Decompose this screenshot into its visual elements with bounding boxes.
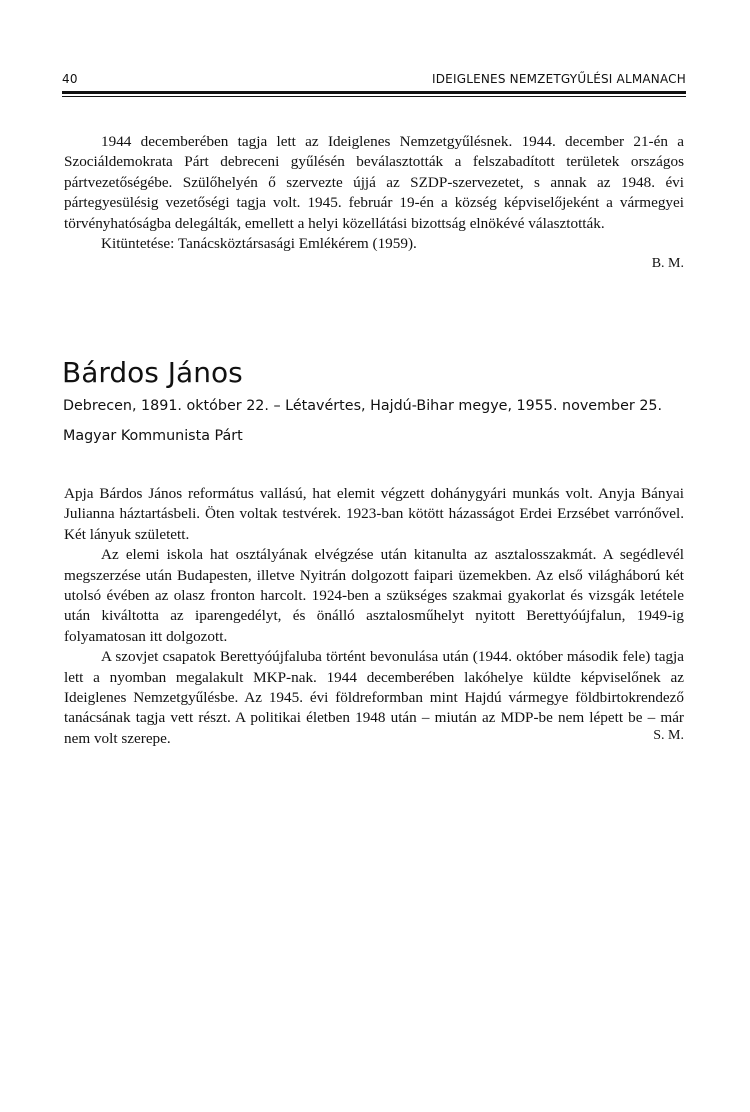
header-rule-thick [62, 91, 686, 94]
header-rule-thin [62, 96, 686, 97]
entry-party: Magyar Kommunista Párt [63, 428, 243, 444]
paragraph: Apja Bárdos János református vallású, hat elemit végzett dohánygyári munkás volt. Anyja Bányai Julianna háztartásbeli. Öten voltak testvérek. 1923-ban kötött házasságot Erdei Erzsébet varrónővel. Két lányuk született. [64, 485, 684, 543]
page-number: 40 [62, 72, 78, 86]
entry-birth-death: Debrecen, 1891. október 22. – Létavértes, Hajdú-Bihar megye, 1955. november 25. [63, 398, 663, 414]
paragraph: Kitüntetése: Tanácsköztársasági Emlékérem (1959). [101, 235, 417, 253]
paragraph: A szovjet csapatok Berettyóújfaluba történt bevonulása után (1944. október második fele) tagja lett a nyomban megalakult MKP-nak. 1944 decemberében lakóhelye küldte képviselőnek az Ideiglenes Nemzetgyűlésbe. Az 1945. évi földreformban mint Hajdú vármegye földbirtokrendező tanácsának tagja vett részt. A politikai életben 1948 után – miután az MDP-be nem lépett be – már nem volt szerepe. [64, 648, 684, 747]
entry-signature: S. M. [653, 728, 684, 743]
entry-text [64, 484, 684, 749]
previous-entry-signature: B. M. [651, 256, 684, 271]
previous-entry-text [64, 132, 684, 254]
paragraph: 1944 decemberében tagja lett az Ideiglenes Nemzetgyűlésnek. 1944. december 21-én a Szociáldemokrata Párt debreceni gyűlésén beválasztották a felszabadított területek országos pártvezetőségébe. Szülőhelyén ő szervezte újjá az SZDP-szervezetet, s annak az 1948. évi pártegyesülésig vezetőségi tagja volt. 1945. február 19-én a község képviselőjeként a vármegyei törvényhatóságba delegálták, emellett a helyi közellátási bizottság elnökévé választották. [64, 133, 684, 232]
running-title: IDEIGLENES NEMZETGYŰLÉSI ALMANACH [432, 72, 686, 86]
entry-name: Bárdos János [62, 356, 243, 389]
paragraph: Az elemi iskola hat osztályának elvégzése után kitanulta az asztalosszakmát. A segédlevél megszerzése után Budapesten, illetve Nyitrán dolgozott faipari üzemekben. Az első világháború két utolsó évében az olasz fronton harcolt. 1924-ben a szükséges szakmai gyakorlat és vizsgák letétele után kiváltotta az iparengedélyt, és önálló asztalosműhelyt nyitott Berettyóújfalun, 1949-ig folyamatosan itt dolgozott. [64, 546, 684, 645]
